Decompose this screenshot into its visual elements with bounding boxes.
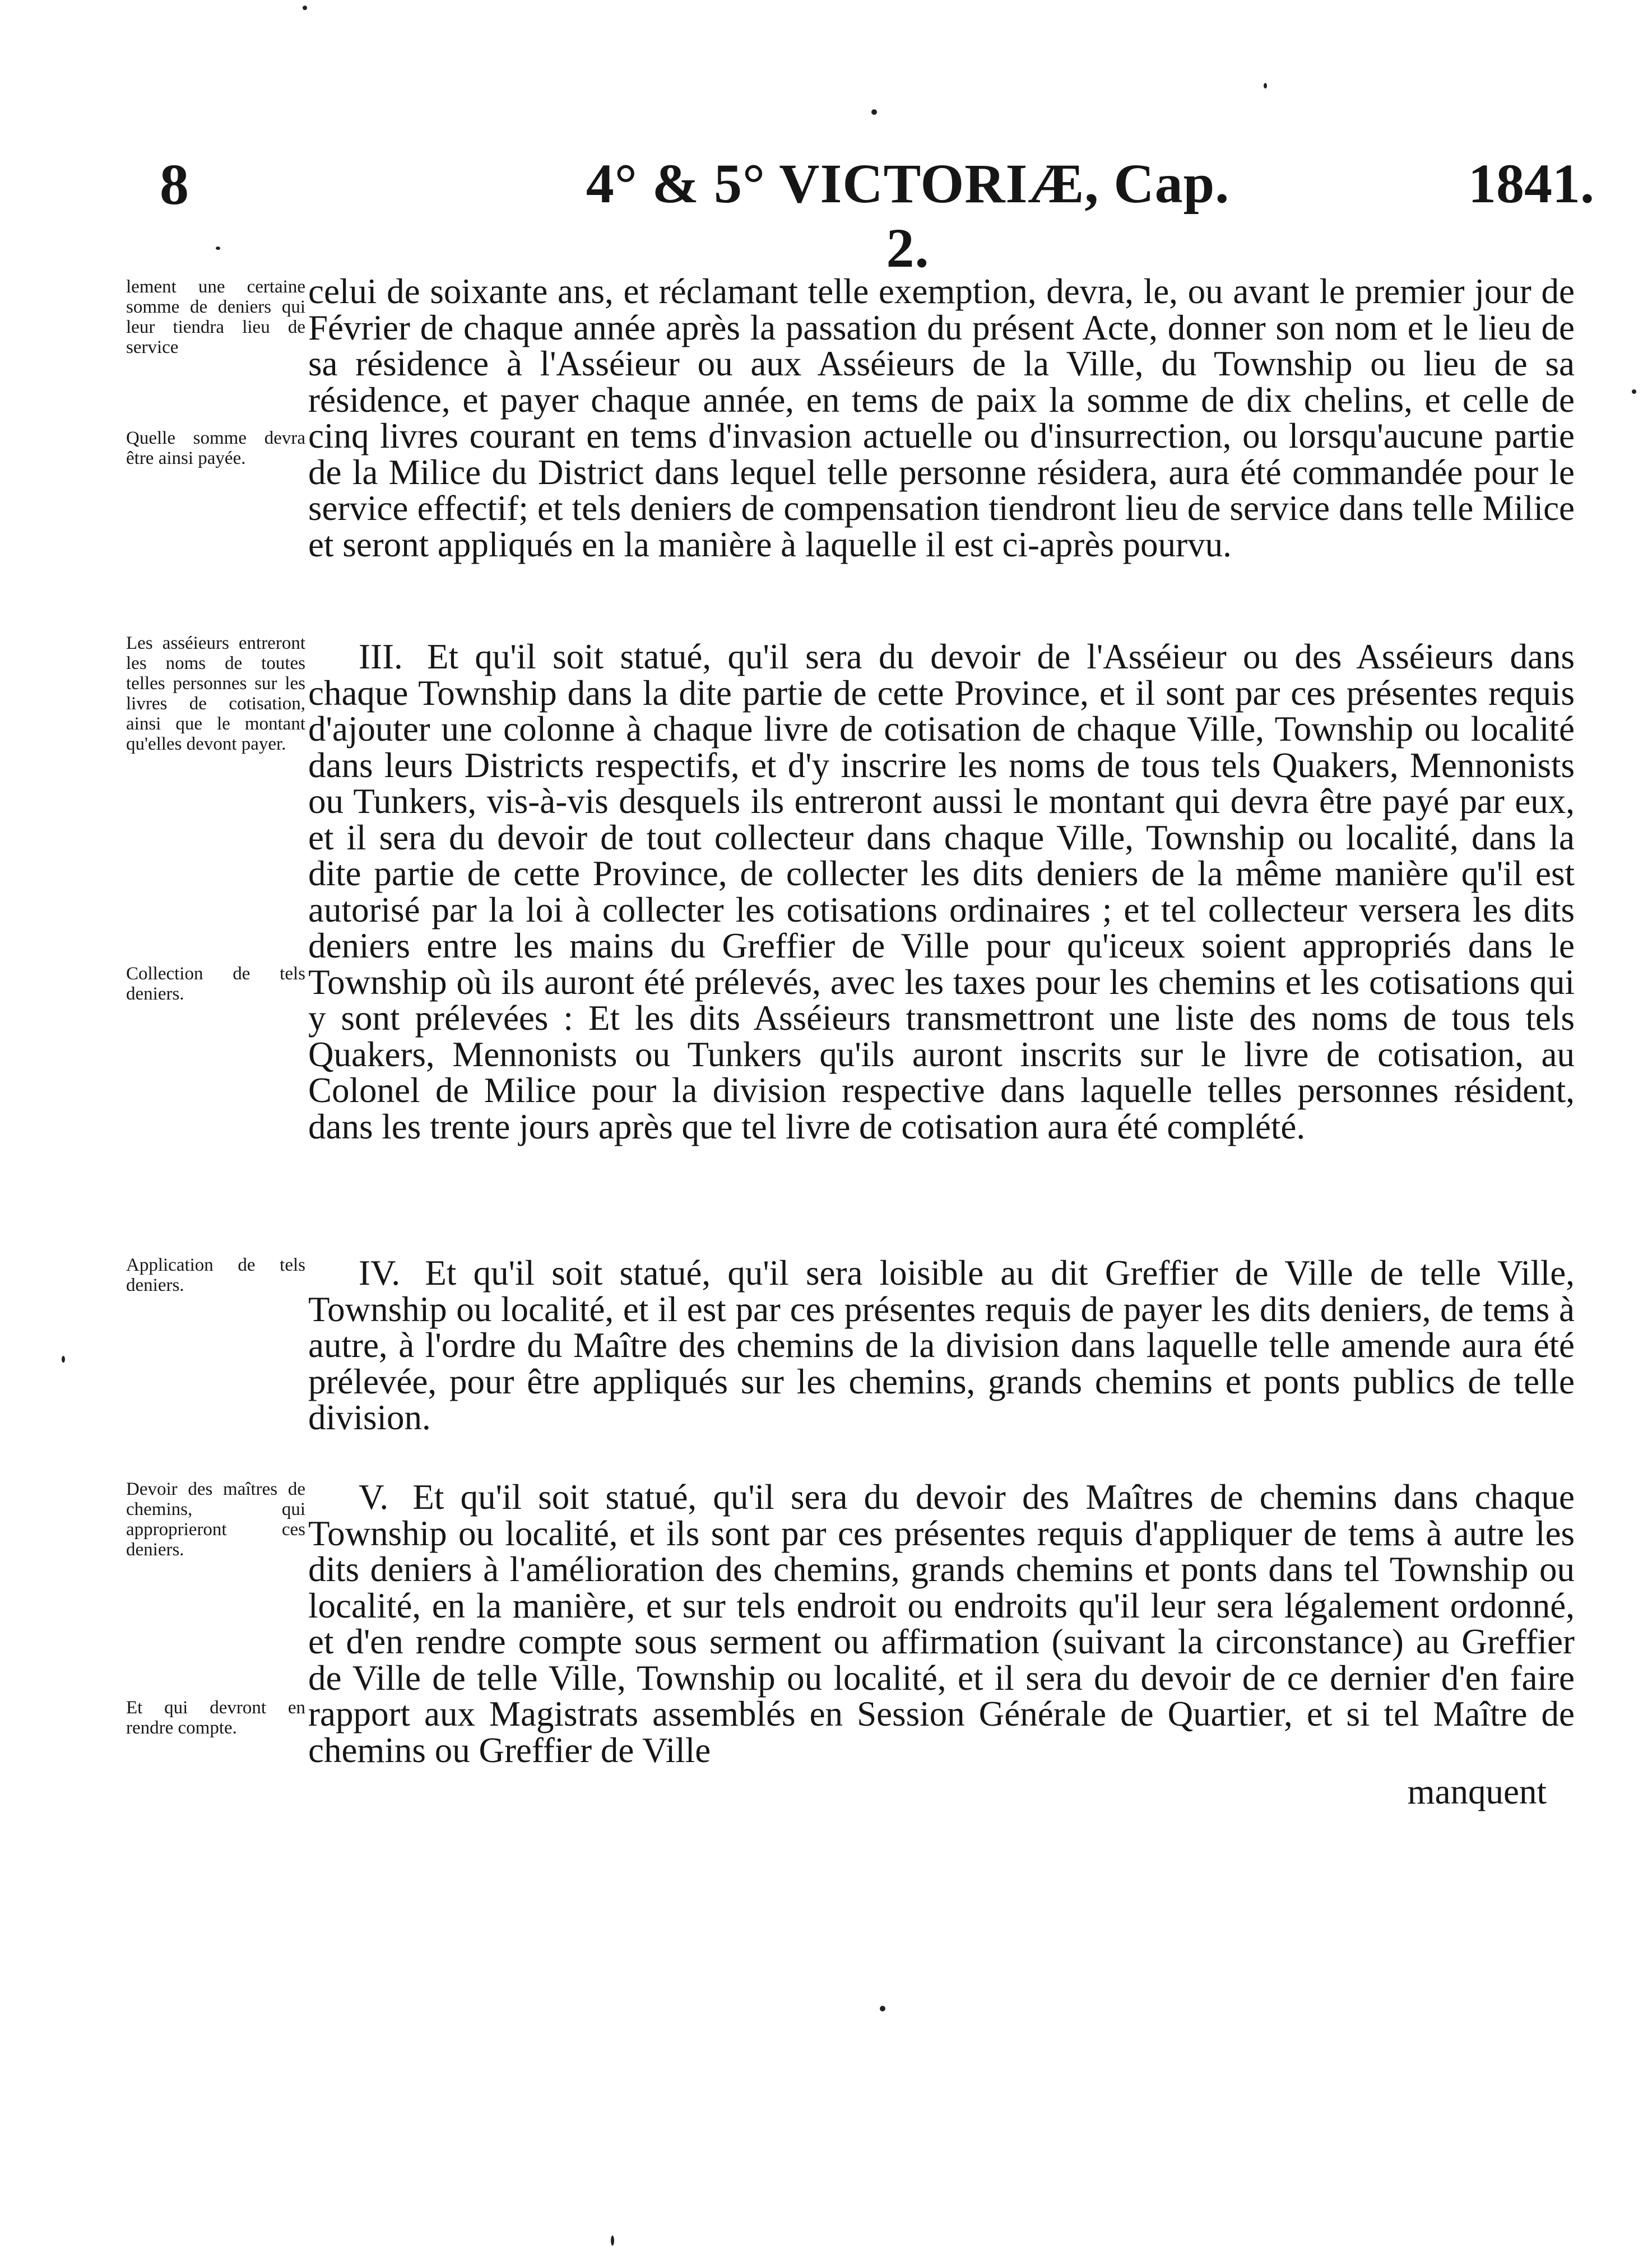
scan-speck — [216, 247, 220, 250]
marginal-note-assessors: Les asséieurs entreront les noms de toutes telles personnes sur les livres de cotisation, ainsi que le montant qu'elles devont payer. — [126, 633, 305, 754]
section-number: III. — [359, 637, 403, 676]
scan-speck — [871, 109, 877, 115]
paragraph-text: Et qu'il soit statué, qu'il sera du devoir de l'Asséieur ou des Asséieurs dans chaque Township dans la dite partie de cette Province, et il sont par ces présentes requis d'ajouter une colonne à chaque livre de cotisation de chaque Ville, Township ou localité dans leurs Districts respectifs, et d'y inscrire les noms de tous tels Quakers, Mennonists ou Tunkers, vis-à-vis desquels ils entreront aussi le montant qui devra être payé par eux, et il sera du devoir de tout collecteur dans chaque Ville, Township ou localité, dans la dite partie de cette Province, de collecter les dits deniers de la même manière qu'il est autorisé par la loi à collecter les cotisations ordinaires ; et tel collecteur versera les dits deniers entre les mains du Greffier de Ville pour qu'iceux soient appropriés dans le Township où ils auront été prélevés, avec les taxes pour les chemins et les cotisations qui y sont prélevées : Et les dits Asséieurs transmettront une liste des noms de tous tels Quakers, Mennonists ou Tunkers qu'ils auront inscrits sur le livre de cotisation, au Colonel de Milice pour la division respective dans laquelle telles personnes résident, dans les trente jours après que tel livre de cotisation aura été complété. — [308, 637, 1575, 1146]
running-title: 4° & 5° VICTORIÆ, Cap. 2. — [586, 152, 1230, 279]
scan-speck — [303, 6, 307, 10]
marginal-note-payment: lement une certaine somme de deniers qui leur tiendra lieu de service — [126, 277, 305, 357]
paragraph-continued — [308, 273, 1575, 604]
paragraph-text: Et qu'il soit statué, qu'il sera loisible au dit Greffier de Ville de telle Ville, Township ou localité, et il est par ces présentes requis de payer les dits deniers, de tems à autre, à l'ordre du Maître des chemins de la division dans laquelle telle amende aura été prélevée, pour être appliqués sur les chemins, grands chemins et ponts publics de telle division. — [308, 1253, 1575, 1437]
header-year: 1841. — [1468, 152, 1594, 215]
section-number: V. — [359, 1477, 389, 1517]
scan-speck — [1264, 83, 1267, 89]
paragraph-text: Et qu'il soit statué, qu'il sera du devoir des Maîtres de chemins dans chaque Township ou localité, et ils sont par ces présentes requis d'appliquer de tems à autre les dits deniers à l'amélioration des chemins, grands chemins et ponts dans tel Township ou localité, en la manière, et sur tels endroit ou endroits qu'il leur sera légalement ordonné, et d'en rendre compte sous serment ou affirmation (suivant la circonstance) au Greffier de Ville de telle Ville, Township ou localité, et il sera du devoir de ce dernier d'en faire rapport aux Magistrats assemblés en Session Générale de Quartier, et si tel Maître de chemins ou Greffier de Ville — [308, 1477, 1575, 1770]
section-iii — [308, 639, 1575, 1221]
scan-speck — [611, 2236, 614, 2246]
catchword: manquent — [1407, 1772, 1547, 1811]
paragraph-text: celui de soixante ans, et réclamant telle exemption, devra, le, ou avant le premier jour de Février de chaque année après la passation du présent Acte, donner son nom et le lieu de sa résidence à l'Asséieur ou aux Asséieurs de la Ville, du Township ou lieu de sa résidence, et payer chaque année, en tems de paix la somme de dix chelins, et celle de cinq livres courant en tems d'invasion actuelle ou d'insurrection, ou lorsqu'aucune partie de la Milice du District dans lequel telle personne résidera, aura été commandée pour le service effectif; et tels deniers de compensation tiendront lieu de service dans telle Milice et seront appliqués en la manière à laquelle il est ci-après pourvu. — [308, 272, 1575, 564]
marginal-note-road-masters: Devoir des maîtres de chemins, qui approprieront ces deniers. — [126, 1479, 305, 1560]
scan-speck — [1632, 389, 1636, 394]
scan-speck — [880, 2006, 885, 2011]
marginal-note-account: Et qui devront en rendre compte. — [126, 1698, 305, 1738]
marginal-note-collection: Collection de tels deniers. — [126, 964, 305, 1004]
section-v — [308, 1479, 1575, 1804]
page-number: 8 — [160, 152, 189, 217]
section-number: IV. — [359, 1253, 401, 1293]
marginal-note-amount: Quelle somme devra être ainsi payée. — [126, 428, 305, 468]
marginal-note-application: Application de tels deniers. — [126, 1255, 305, 1295]
scan-speck — [62, 1356, 65, 1363]
section-iv — [308, 1255, 1575, 1446]
